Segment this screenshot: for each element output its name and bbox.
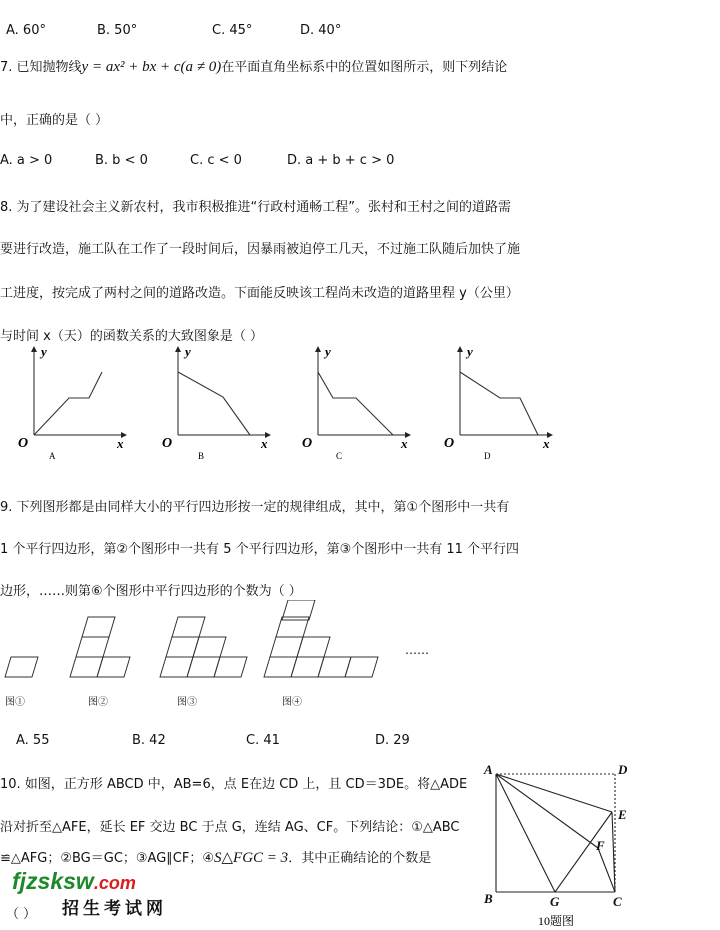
q9-line-1: 9. 下列图形都是由同样大小的平行四边形按一定的规律组成，其中，第①个图形中一共有: [0, 500, 510, 515]
q10-point-c: C: [613, 894, 622, 909]
q8-line-2: 要进行改造，施工队在工作了一段时间后，因暴雨被迫停工几天，不过施工队随后加快了施: [0, 242, 521, 257]
watermark-brand: fjzsksw: [12, 868, 94, 894]
q9-fig1-label: 图①: [5, 697, 25, 708]
q10-point-a: A: [484, 762, 493, 777]
q10-point-d: D: [618, 762, 628, 777]
q7-stem-line2: 中，正确的是（ ）: [0, 113, 109, 128]
q8-graph-d: [440, 342, 560, 462]
q10-line-3: [0, 847, 431, 867]
q8-graph-b-origin: O: [162, 436, 173, 451]
q9-option-d: D. 29: [375, 733, 410, 748]
watermark-domain: .com: [93, 873, 136, 893]
q7-option-c: C. c < 0: [190, 153, 242, 168]
q7-option-a: A. a > 0: [0, 153, 53, 168]
q9-option-c: C. 41: [246, 733, 280, 748]
q9-fig4-label: 图④: [282, 697, 302, 708]
q9-option-a: A. 55: [16, 733, 50, 748]
q8-line-4: 与时间 x（天）的函数关系的大致图象是（ ）: [0, 329, 263, 344]
q8-graph-a: [14, 342, 134, 462]
q7-stem: [0, 56, 507, 76]
q6-option-a: A. 60°: [6, 23, 46, 38]
q8-graph-d-y: y: [467, 344, 473, 359]
q8-graph-d-label: D: [484, 451, 491, 461]
q10-figure: [480, 760, 640, 930]
q8-graph-c-y: y: [325, 344, 331, 359]
q8-graph-c: [298, 342, 418, 462]
q7-formula: y = ax² + bx + c(a ≠ 0): [81, 59, 222, 75]
q6-option-d: D. 40°: [300, 23, 342, 38]
watermark-logo: [12, 868, 136, 895]
q10-point-b: B: [484, 891, 493, 906]
q10-point-g: G: [550, 894, 560, 909]
q8-line-1: 8. 为了建设社会主义新农村，我市积极推进“行政村通畅工程”。张村和王村之间的道路需: [0, 200, 512, 215]
q8-graph-c-label: C: [336, 451, 343, 461]
q8-graph-d-x: x: [543, 436, 550, 451]
q8-graph-c-origin: O: [302, 436, 313, 451]
q9-ellipsis: ……: [405, 643, 429, 657]
q10-line-1: 10. 如图，正方形 ABCD 中，AB=6，点 E在边 CD 上，且 CD＝3DE。将△ADE: [0, 777, 468, 792]
q9-line-3: 边形，……则第⑥个图形中平行四边形的个数为（ ）: [0, 584, 302, 599]
q8-graph-c-x: x: [401, 436, 408, 451]
q7-option-d: D. a + b + c > 0: [287, 153, 395, 168]
q8-graph-b-x: x: [261, 436, 268, 451]
q8-graph-a-x: x: [117, 436, 124, 451]
q10-line-3b: ．其中正确结论的个数是: [288, 851, 432, 866]
q7-prefix: 7. 已知抛物线: [0, 60, 82, 75]
q8-graph-b: [158, 342, 278, 462]
q6-option-b: B. 50°: [97, 23, 138, 38]
q8-line-3: 工进度，按完成了两村之间的道路改造。下面能反映该工程尚未改造的道路里程 y（公里）: [0, 286, 519, 301]
q7-option-b: B. b < 0: [95, 153, 148, 168]
q10-line-4: （ ）: [6, 907, 37, 922]
watermark-tagline: 招生考试网: [62, 899, 167, 919]
q8-graph-b-y: y: [185, 344, 191, 359]
q10-figure-caption: 10题图: [538, 914, 575, 928]
q9-figures: [0, 600, 440, 695]
q10-point-f: F: [596, 838, 605, 853]
q9-fig3-label: 图③: [177, 697, 197, 708]
q8-graph-a-y: y: [41, 344, 47, 359]
q8-graph-a-origin: O: [18, 436, 29, 451]
q10-line-3a: ≌△AFG；②BG＝GC；③AG∥CF；④: [0, 851, 215, 866]
q9-fig2-label: 图②: [88, 697, 108, 708]
q8-graph-d-origin: O: [444, 436, 455, 451]
q6-option-c: C. 45°: [212, 23, 253, 38]
q7-suffix: 在平面直角坐标系中的位置如图所示，则下列结论: [221, 60, 508, 75]
q10-line-2: 沿对折至△AFE，延长 EF 交边 BC 于点 G，连结 AG、CF。下列结论：①△ABC: [0, 820, 460, 835]
q9-line-2: 1 个平行四边形，第②个图形中一共有 5 个平行四边形，第③个图形中一共有 11 个平行四: [0, 542, 520, 557]
q10-area-formula: S△FGC = 3: [214, 850, 289, 866]
q8-graph-a-label: A: [49, 451, 56, 461]
q9-option-b: B. 42: [132, 733, 166, 748]
q8-graph-b-label: B: [198, 451, 205, 461]
q10-point-e: E: [618, 807, 627, 822]
